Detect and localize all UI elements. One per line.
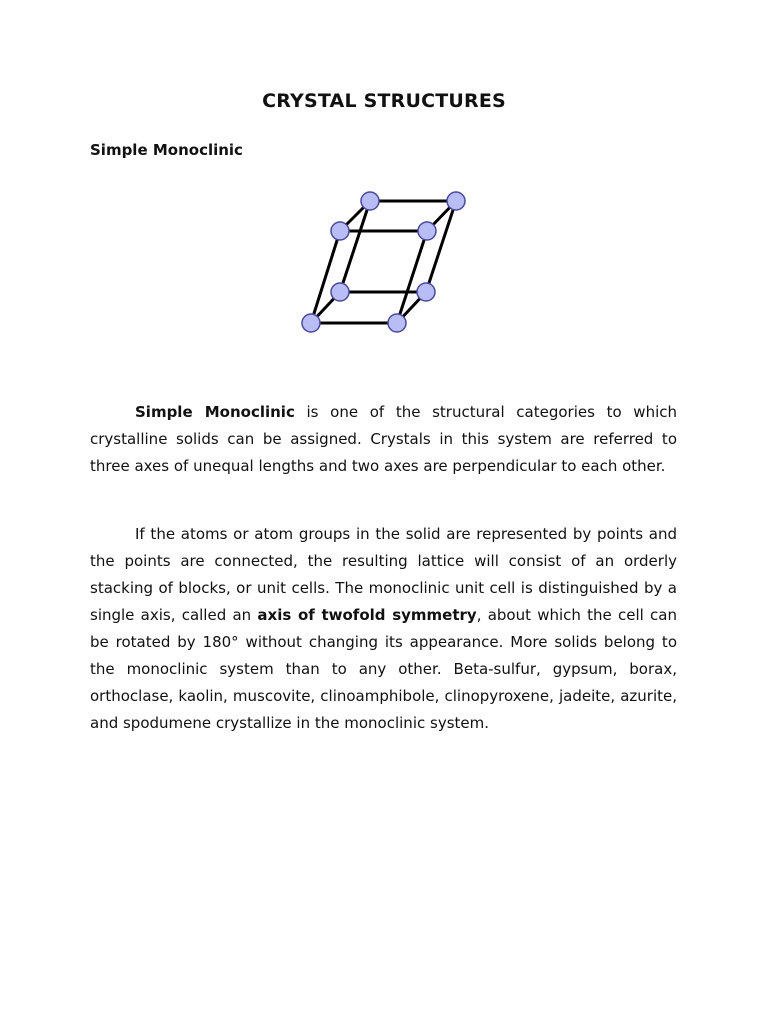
term-simple-monoclinic: Simple Monoclinic [135,403,295,421]
atom [331,222,349,240]
paragraph-details-text-after: , about which the cell can be rotated by 180° without changing its appearance. More solids belong to the monoclinic system than to any other. Beta-sulfur, gypsum, borax, orthoclase, kaolin, muscovite, clinoamphibole, clinopyroxene, jadeite, azurite, and spodumene crystallize in the monoclinic system. [90,606,677,732]
paragraph-intro [90,399,677,480]
atom [417,283,435,301]
paragraph-intro-text: is one of the structural categories to which crystalline solids can be assigned. Crystals in this system are referred to three axes of unequal lengths and two axes are perpendicular to each other. [90,403,677,475]
atom [302,314,320,332]
atom [388,314,406,332]
section-heading: Simple Monoclinic [90,141,243,159]
atom [418,222,436,240]
page-title: CRYSTAL STRUCTURES [262,90,506,112]
paragraph-details-text-before: If the atoms or atom groups in the solid are represented by points and the points are connected, the resulting lattice will consist of an orderly stacking of blocks, or unit cells. The monoclinic unit cell is distinguished by a single axis, called an [90,525,677,624]
paragraph-details [90,521,677,737]
atom [361,192,379,210]
monoclinic-lattice-icon [290,180,480,345]
term-axis-of-twofold-symmetry: axis of twofold symmetry [257,606,477,624]
atom [447,192,465,210]
atom [331,283,349,301]
